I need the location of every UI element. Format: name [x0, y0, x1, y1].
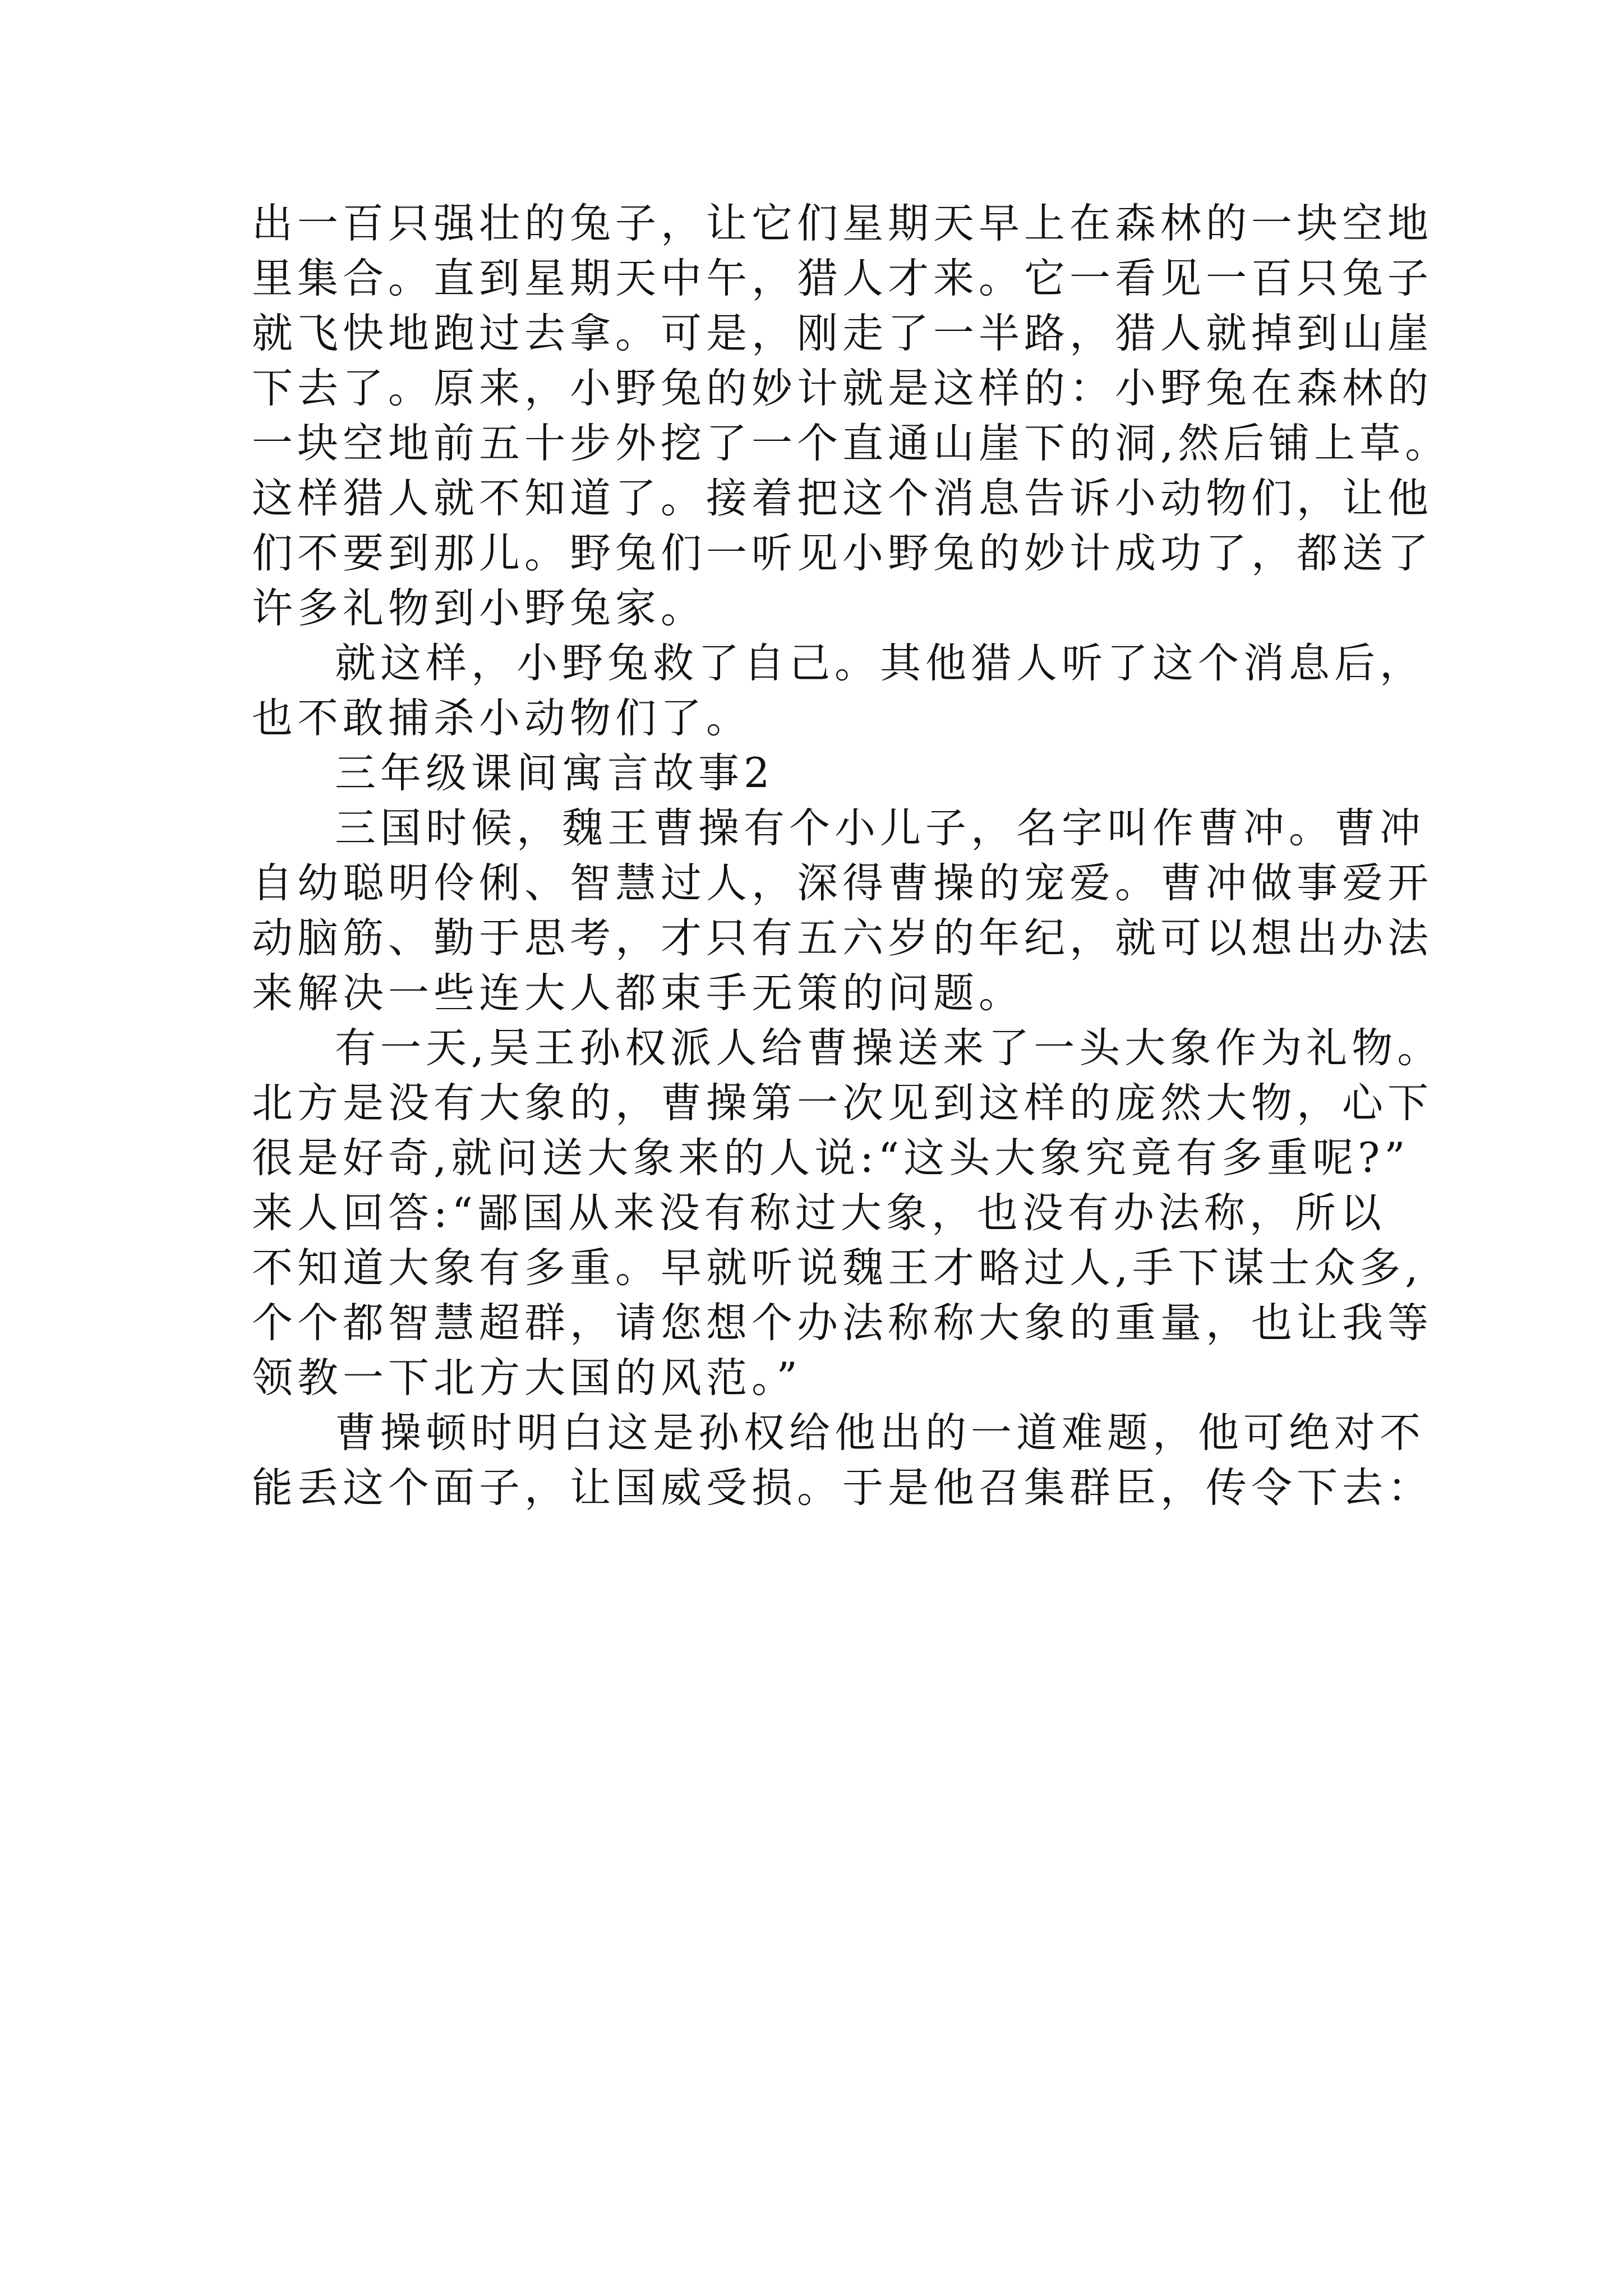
body-text	[252, 196, 1451, 1516]
text-line: 来解决一些连大人都束手无策的问题。	[252, 969, 1024, 1017]
text-line: 们不要到那儿。野兔们一听见小野兔的妙计成功了，都送了	[252, 530, 1433, 577]
text-line: 来人回答:“鄙国从来没有称过大象，也没有办法称，所以	[252, 1189, 1386, 1237]
text-line: 三国时候，魏王曹操有个小儿子，名字叫作曹冲。曹冲	[335, 804, 1425, 852]
text-line: 不知道大象有多重。早就听说魏王才略过人,手下谋士众多,	[252, 1244, 1423, 1292]
text-line: 就这样，小野兔救了自己。其他猎人听了这个消息后，	[335, 639, 1425, 687]
text-line: 领教一下北方大国的风范。”	[252, 1354, 802, 1402]
text-line: 就飞快地跑过去拿。可是，刚走了一半路，猎人就掉到山崖	[252, 310, 1433, 357]
text-line: 自幼聪明伶俐、智慧过人，深得曹操的宠爱。曹冲做事爱开	[252, 859, 1433, 907]
text-line: 这样猎人就不知道了。接着把这个消息告诉小动物们，让他	[252, 475, 1433, 522]
section-heading: 三年级课间寓言故事2	[335, 749, 774, 797]
text-line: 动脑筋、勤于思考，才只有五六岁的年纪，就可以想出办法	[252, 914, 1433, 962]
text-line: 曹操顿时明白这是孙权给他出的一道难题，他可绝对不	[335, 1409, 1425, 1457]
text-line: 下去了。原来，小野兔的妙计就是这样的：小野兔在森林的	[252, 365, 1433, 412]
text-line: 一块空地前五十步外挖了一个直通山崖下的洞,然后铺上草。	[252, 420, 1451, 467]
text-line: 个个都智慧超群，请您想个办法称称大象的重量，也让我等	[252, 1299, 1433, 1347]
text-line: 也不敢捕杀小动物们了。	[252, 694, 751, 742]
text-line: 出一百只强壮的兔子，让它们星期天早上在森林的一块空地	[252, 200, 1433, 247]
text-line: 里集合。直到星期天中午，猎人才来。它一看见一百只兔子	[252, 255, 1433, 302]
text-line: 很是好奇,就问送大象来的人说:“这头大象究竟有多重呢?”	[252, 1134, 1410, 1182]
text-line: 许多礼物到小野兔家。	[252, 585, 706, 632]
text-line: 能丢这个面子，让国威受损。于是他召集群臣，传令下去：	[252, 1464, 1433, 1512]
text-line: 北方是没有大象的，曹操第一次见到这样的庞然大物，心下	[252, 1079, 1433, 1127]
text-line: 有一天,吴王孙权派人给曹操送来了一头大象作为礼物。	[335, 1024, 1443, 1072]
